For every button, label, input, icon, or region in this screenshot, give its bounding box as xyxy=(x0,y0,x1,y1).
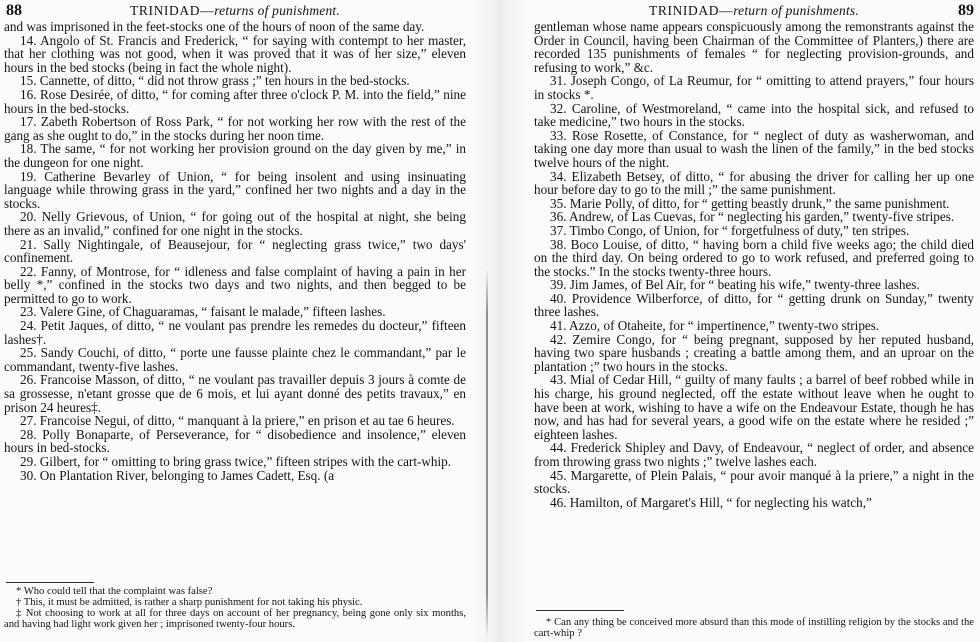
paragraph: 19. Catherine Bevarley of Union, “ for being insolent and using insinuating language while throwing grass in the yard,” confined her two nights and a day in the stocks. xyxy=(4,168,466,211)
paragraph: 39. Jim James, of Bel Air, for “ beating his wife,” twenty-three lashes. xyxy=(550,277,920,293)
right-page-header xyxy=(534,0,974,20)
paragraph: gentleman whose name appears conspicuously among the remonstrants against the Order in Council, having been Chairman of the Committee of Planters,) there are recorded 135 punishments of females “ for neglecting provision-grounds, and refusing to work,” &c. xyxy=(534,19,974,75)
paragraph: 21. Sally Nightingale, of Beausejour, for “ neglecting grass twice,” two days' confinement. xyxy=(4,236,466,266)
paragraph: 31. Joseph Congo, of La Reumur, for “ omitting to attend prayers,” four hours in stocks *. xyxy=(534,73,974,102)
left-page xyxy=(4,0,466,642)
paragraph: 14. Angolo of St. Francis and Frederick, “ for saying with contempt to her master, that her clothing was not good, when it was proved that it was of her size,” eleven hours in the bed stocks (being in fact the whole night). xyxy=(4,32,466,75)
left-footnotes xyxy=(4,586,466,630)
left-running-head-dash: — xyxy=(200,3,215,18)
right-running-head-dash: — xyxy=(719,3,734,18)
paragraph: 25. Sandy Couchi, of ditto, “ porte une fausse plainte chez le commandant,” par le commandant, twenty-five lashes. xyxy=(4,345,466,374)
paragraph: 20. Nelly Grievous, of Union, “ for going out of the hospital at night, she being there as an invalid,” confined for one night in the stocks. xyxy=(4,209,466,238)
right-footnote-rule xyxy=(536,610,624,611)
paragraph: 35. Marie Polly, of ditto, for “ getting beastly drunk,” the same punishment. xyxy=(550,195,950,211)
left-running-head xyxy=(4,3,466,19)
paragraph: 24. Petit Jaques, of ditto, “ ne voulant pas prendre les remedes du docteur,” fifteen lashes†. xyxy=(4,318,466,347)
footnote: * Can any thing be conceived more absurd than this mode of instilling religion by the stocks and the cart-whip ? xyxy=(534,617,974,639)
book-gutter-shadow xyxy=(470,0,530,642)
paragraph: 28. Polly Bonaparte, of Perseverance, for “ disobedience and insolence,” eleven hours in bed-stocks. xyxy=(4,426,466,456)
paragraph: 32. Caroline, of Westmoreland, “ came into the hospital sick, and refused to take medicine,” two hours in the stocks. xyxy=(534,100,974,130)
paragraph: 23. Valere Gine, of Chaguaramas, “ faisant le malade,” fifteen lashes. xyxy=(20,304,386,320)
paragraph: 38. Boco Louise, of ditto, “ having born a child five weeks ago; the child died on the third day. On being ordered to go to work refused, and preferred going to the stocks.” In the stocks twenty-three hours. xyxy=(534,236,974,279)
paragraph: 29. Gilbert, for “ omitting to bring grass twice,” fifteen stripes with the cart-whip. xyxy=(20,454,452,469)
paragraph: 41. Azzo, of Otaheite, for “ impertinence,” twenty-two stripes. xyxy=(550,318,880,334)
left-running-head-italic: returns of punishment. xyxy=(214,3,340,18)
paragraph: and was imprisoned in the feet-stocks one of the hours of noon of the same day. xyxy=(4,19,425,34)
paragraph: 17. Zabeth Robertson of Ross Park, “ for not working her row with the rest of the gang as she ought to do,” in the stocks during her noon time. xyxy=(4,114,466,143)
right-page-number: 89 xyxy=(958,2,974,19)
paragraph: 30. On Plantation River, belonging to James Cadett, Esq. (a xyxy=(20,467,335,483)
paragraph: 40. Providence Wilberforce, of ditto, for “ getting drunk on Sunday,” twenty three lashes. xyxy=(534,290,974,320)
paragraph: 27. Francoise Negui, of ditto, “ manquant à la priere,” en prison et au tae 6 heures. xyxy=(20,413,455,429)
right-page-body xyxy=(534,20,974,509)
footnote: † This, it must be admitted, is rather a sharp punishment for not taking his physic. xyxy=(16,597,363,608)
right-running-head-caps: TRINIDAD xyxy=(649,3,720,18)
right-running-head xyxy=(534,3,974,19)
paragraph: 37. Timbo Congo, of Union, for “ forgetfulness of duty,” ten stripes. xyxy=(550,222,910,238)
paragraph: 44. Frederick Shipley and Davy, of Endeavour, “ neglect of order, and absence from throwing grass two nights ;” twelve lashes each. xyxy=(534,440,974,469)
footnote: * Who could tell that the complaint was false? xyxy=(16,586,213,597)
right-footnotes xyxy=(534,617,974,639)
book-gutter-line xyxy=(486,268,488,638)
paragraph: 36. Andrew, of Las Cuevas, for “ neglecting his garden,” twenty-five stripes. xyxy=(550,209,955,225)
paragraph: 42. Zemire Congo, for “ being pregnant, supposed by her reputed husband, having two spare husbands ; creating a battle among them, and an uproar on the plantation ;” two hours in the stocks. xyxy=(534,331,974,374)
paragraph: 22. Fanny, of Montrose, for “ idleness and false complaint of having a pain in her belly *,” confined in the stocks two days and two nights, and then begged to be permitted to go to work. xyxy=(4,263,466,306)
left-footnote-rule xyxy=(6,582,94,583)
footnote: ‡ Not choosing to work at all for three days on account of her pregnancy, being gone only six months, and having had light work given her ; imprisoned twenty-four hours. xyxy=(4,608,466,630)
paragraph: 45. Margarette, of Plein Palais, “ pour avoir manqué à la priere,” a night in the stocks. xyxy=(534,467,974,497)
paragraph: 33. Rose Rosette, of Constance, for “ neglect of duty as washerwoman, and taking one day more than usual to wash the linen of the family,” in the bed stocks twelve hours of the night. xyxy=(534,127,974,170)
paragraph: 43. Mial of Cedar Hill, “ guilty of many faults ; a barrel of beef robbed while in his charge, his ground neglected, off the estate without leave when he ought to have been at work, wishing to have a wife on the Endeavour Estate, though he has now, and has had for several years, a good wife on the estate where he resided ;” eighteen lashes. xyxy=(534,372,974,442)
left-page-number: 88 xyxy=(6,2,22,19)
paragraph: 15. Cannette, of ditto, “ did not throw grass ;” ten hours in the bed-stocks. xyxy=(20,73,410,89)
left-running-head-caps: TRINIDAD xyxy=(130,3,201,18)
paragraph: 26. Francoise Masson, of ditto, “ ne voulant pas travailler depuis 3 jours à comte de sa grossesse, n'etant grosse que de 6 mois, et lui ayant donné des petits travaux,” en prison 24 heures‡. xyxy=(4,372,466,415)
left-page-header xyxy=(4,0,466,20)
paragraph: 46. Hamilton, of Margaret's Hill, “ for neglecting his watch,” xyxy=(550,494,872,510)
right-page xyxy=(534,0,974,642)
paragraph: 18. The same, “ for not working her provision ground on the day given by me,” in the dungeon for one night. xyxy=(4,141,466,170)
paragraph: 34. Elizabeth Betsey, of ditto, “ for abusing the driver for calling her up one hour before day to go to the mill ;” the same punishment. xyxy=(534,168,974,198)
right-running-head-italic: return of punishments. xyxy=(733,3,859,18)
paragraph: 16. Rose Desirée, of ditto, “ for coming after three o'clock P. M. into the field,” nine hours in the bed-stocks. xyxy=(4,86,466,116)
left-page-body xyxy=(4,20,466,482)
